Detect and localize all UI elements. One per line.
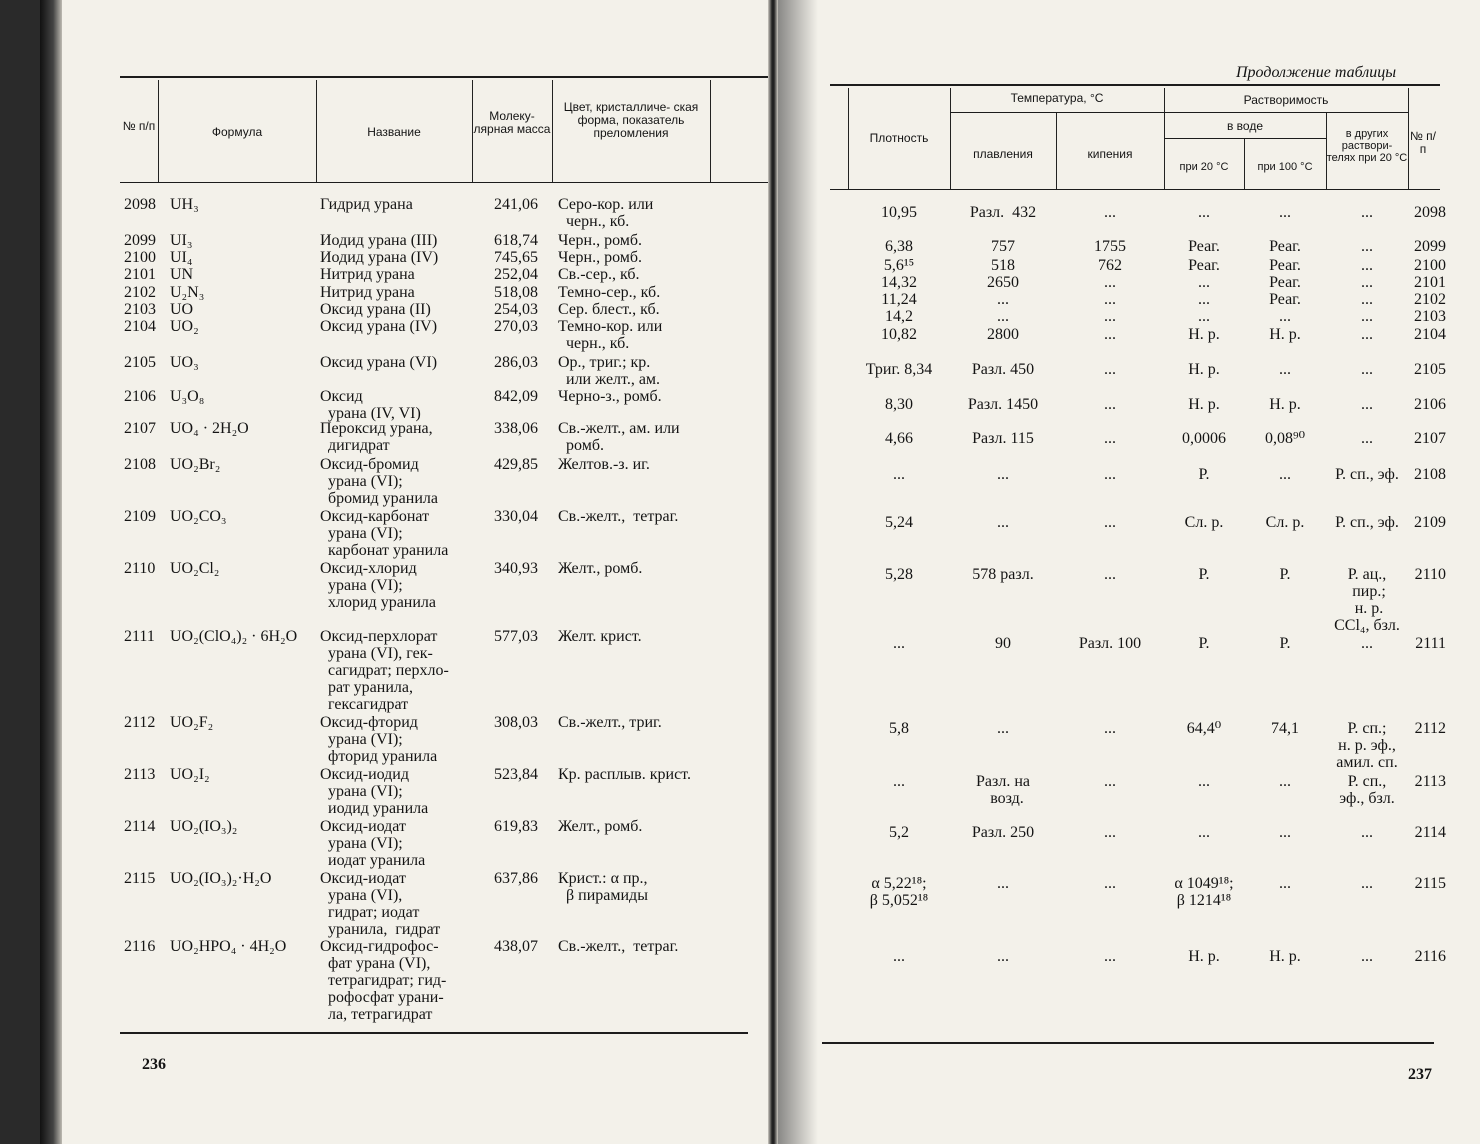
page-number-right: 237: [1408, 1066, 1432, 1083]
row-molar-mass: 286,03: [494, 354, 538, 371]
table-bottom-rule: [120, 1032, 748, 1034]
header-boiling: кипения: [1087, 147, 1133, 161]
row-number: 2102: [124, 284, 156, 301]
row-color-form: Желтов.-з. иг.: [558, 456, 650, 473]
right-page: [778, 0, 1480, 1144]
row-boiling-point: ...: [1104, 824, 1116, 841]
row-solubility-20: Н. р.: [1188, 326, 1220, 343]
row-other-solvents: ...: [1361, 204, 1373, 221]
row-molar-mass: 308,03: [494, 714, 538, 731]
row-other-solvents: ...: [1361, 274, 1373, 291]
row-solubility-20: Н. р.: [1188, 396, 1220, 413]
row-density: α 5,22¹⁸; β 5,052¹⁸: [869, 875, 929, 909]
header-temperature: Температура, °С: [1010, 91, 1104, 105]
row-density: 11,24: [881, 291, 917, 308]
row-number: 2098: [1414, 204, 1446, 221]
row-solubility-100: Р.: [1279, 566, 1291, 583]
row-formula: UN: [170, 266, 194, 283]
row-name: Оксид-карбонат урана (VI); карбонат уранила: [320, 508, 449, 559]
row-boiling-point: ...: [1104, 308, 1116, 325]
row-number: 2104: [1414, 326, 1446, 343]
row-molar-mass: 618,74: [494, 232, 538, 249]
row-number: 2116: [124, 938, 156, 955]
row-solubility-100: ...: [1279, 204, 1291, 221]
header-melting: плавления: [973, 147, 1033, 161]
row-solubility-100: Р.: [1279, 635, 1291, 652]
row-name: Оксид-иодат урана (VI); иодат уранила: [320, 818, 426, 869]
page-edge-shadow: [778, 0, 818, 1144]
row-other-solvents: ...: [1361, 326, 1373, 343]
row-molar-mass: 619,83: [494, 818, 538, 835]
row-melting-point: 757: [991, 238, 1015, 255]
row-name: Оксид урана (VI): [320, 354, 438, 371]
row-name: Оксид-бромид урана (VI); бромид уранила: [320, 456, 438, 507]
row-molar-mass: 523,84: [494, 766, 538, 783]
row-name: Гидрид урана: [320, 196, 413, 213]
row-solubility-20: ...: [1198, 824, 1210, 841]
row-name: Оксид-гидрофос- фат урана (VI), тетрагидрат; гид- рофосфат урани- ла, тетрагидрат: [320, 938, 447, 1023]
row-solubility-20: Н. р.: [1188, 948, 1220, 965]
row-solubility-20: ...: [1198, 773, 1210, 790]
row-solubility-100: ...: [1279, 361, 1291, 378]
row-density: 5,2: [889, 824, 909, 841]
row-number: 2113: [124, 766, 156, 783]
row-molar-mass: 438,07: [494, 938, 538, 955]
row-color-form: Кр. расплыв. крист.: [558, 766, 691, 783]
row-formula: UO₂Br₂: [170, 456, 221, 473]
row-other-solvents: ...: [1361, 361, 1373, 378]
row-solubility-20: Р.: [1198, 635, 1210, 652]
row-solubility-100: Сл. р.: [1265, 514, 1305, 531]
row-number: 2111: [1415, 635, 1446, 652]
row-number: 2114: [124, 818, 156, 835]
row-solubility-100: Реаг.: [1269, 291, 1301, 308]
row-name: Оксид урана (II): [320, 301, 431, 318]
row-number: 2114: [1414, 824, 1446, 841]
row-density: ...: [893, 773, 905, 790]
row-formula: UO₂I₂: [170, 766, 210, 783]
row-melting-point: ...: [997, 514, 1009, 531]
row-melting-point: ...: [997, 466, 1009, 483]
row-solubility-100: Реаг.: [1269, 257, 1301, 274]
row-molar-mass: 340,93: [494, 560, 538, 577]
row-other-solvents: ...: [1361, 635, 1373, 652]
row-number: 2109: [1414, 514, 1446, 531]
row-number: 2100: [1414, 257, 1446, 274]
row-solubility-100: 0,08⁹⁰: [1265, 430, 1305, 447]
row-color-form: Св.-желт., ам. или ромб.: [558, 420, 680, 454]
left-page: [62, 0, 768, 1144]
header-density: Плотность: [869, 131, 929, 145]
row-melting-point: Разл. на возд.: [976, 773, 1030, 807]
row-density: Триг. 8,34: [865, 361, 933, 378]
row-formula: UI₄: [170, 249, 193, 266]
table-bottom-rule: [822, 1042, 1434, 1044]
row-boiling-point: ...: [1104, 466, 1116, 483]
row-color-form: Темно-сер., кб.: [558, 284, 661, 301]
row-boiling-point: ...: [1104, 566, 1116, 583]
row-number: 2109: [124, 508, 156, 525]
row-melting-point: 578 разл.: [972, 566, 1034, 583]
row-melting-point: 518: [991, 257, 1015, 274]
row-other-solvents: ...: [1361, 875, 1373, 892]
row-color-form: Черн., ромб.: [558, 232, 643, 249]
row-molar-mass: 330,04: [494, 508, 538, 525]
header-molar-mass: Молеку- лярная масса: [473, 109, 551, 136]
row-solubility-100: Реаг.: [1269, 238, 1301, 255]
row-formula: UO₂(IO₃)₂·H₂O: [170, 870, 272, 887]
row-number: 2106: [1414, 396, 1446, 413]
row-solubility-20: ...: [1198, 204, 1210, 221]
row-molar-mass: 429,85: [494, 456, 538, 473]
row-melting-point: ...: [997, 875, 1009, 892]
row-color-form: Св.-желт., тетраг.: [558, 508, 679, 525]
row-melting-point: 2650: [987, 274, 1019, 291]
row-boiling-point: ...: [1104, 291, 1116, 308]
row-boiling-point: ...: [1104, 361, 1116, 378]
row-molar-mass: 518,08: [494, 284, 538, 301]
row-number: 2108: [124, 456, 156, 473]
row-density: 10,82: [881, 326, 917, 343]
row-density: 6,38: [885, 238, 913, 255]
row-number: 2107: [1414, 430, 1446, 447]
row-formula: UO₂(ClO₄)₂ · 6H₂O: [170, 628, 298, 645]
row-solubility-100: Н. р.: [1269, 948, 1301, 965]
row-molar-mass: 842,09: [494, 388, 538, 405]
row-molar-mass: 577,03: [494, 628, 538, 645]
row-boiling-point: Разл. 100: [1078, 635, 1142, 652]
row-melting-point: ...: [997, 308, 1009, 325]
book-spine-shadow: [40, 0, 62, 1144]
row-solubility-20: Реаг.: [1188, 238, 1220, 255]
row-solubility-100: ...: [1279, 773, 1291, 790]
row-formula: UO₂HPO₄ · 4H₂O: [170, 938, 287, 955]
row-melting-point: ...: [997, 291, 1009, 308]
row-density: 5,24: [885, 514, 913, 531]
header-bottom-rule: [830, 189, 1440, 190]
row-formula: U₃O₈: [170, 388, 205, 405]
row-solubility-100: Н. р.: [1269, 326, 1301, 343]
header-name: Название: [367, 125, 421, 139]
row-number: 2101: [124, 266, 156, 283]
row-solubility-20: Р.: [1198, 466, 1210, 483]
row-boiling-point: ...: [1104, 773, 1116, 790]
row-other-solvents: ...: [1361, 430, 1373, 447]
row-molar-mass: 270,03: [494, 318, 538, 335]
row-color-form: Темно-кор. или черн., кб.: [558, 318, 663, 352]
row-number: 2115: [124, 870, 156, 887]
row-density: 8,30: [885, 396, 913, 413]
row-boiling-point: ...: [1104, 430, 1116, 447]
row-number: 2099: [124, 232, 156, 249]
header-other-solvents: в других раствори- телях при 20 °С: [1326, 128, 1408, 164]
header-formula: Формула: [211, 125, 263, 139]
row-density: ...: [893, 466, 905, 483]
row-boiling-point: ...: [1104, 396, 1116, 413]
row-color-form: Желт., ромб.: [558, 560, 643, 577]
row-name: Пероксид урана, дигидрат: [320, 420, 433, 454]
row-solubility-20: α 1049¹⁸; β 1214¹⁸: [1174, 875, 1234, 909]
row-melting-point: 2800: [987, 326, 1019, 343]
row-number: 2112: [1414, 720, 1446, 737]
row-number: 2113: [1414, 773, 1446, 790]
row-density: 5,6¹⁵: [883, 257, 915, 274]
row-molar-mass: 252,04: [494, 266, 538, 283]
row-other-solvents: Р. сп.; н. р. эф., амил. сп.: [1336, 720, 1398, 771]
row-number: 2110: [1414, 566, 1446, 583]
header-at-100: при 100 °С: [1257, 161, 1313, 173]
row-melting-point: Разл. 432: [969, 204, 1037, 221]
row-number: 2110: [124, 560, 156, 577]
row-solubility-100: ...: [1279, 875, 1291, 892]
row-formula: U₂N₃: [170, 284, 205, 301]
header-divider: [710, 80, 711, 182]
row-name: Нитрид урана: [320, 284, 415, 301]
row-other-solvents: Р. сп., эф.: [1335, 466, 1399, 483]
row-number: 2106: [124, 388, 156, 405]
row-solubility-100: Реаг.: [1269, 274, 1301, 291]
header-in-water: в воде: [1226, 119, 1264, 133]
table-top-rule: [120, 76, 768, 78]
row-number: 2103: [1414, 308, 1446, 325]
row-formula: UO₂F₂: [170, 714, 214, 731]
row-solubility-100: ...: [1279, 308, 1291, 325]
row-name: Оксид-иодид урана (VI); иодид уранила: [320, 766, 429, 817]
row-solubility-100: Н. р.: [1269, 396, 1301, 413]
row-formula: UO₃: [170, 354, 199, 371]
table-top-rule: [830, 84, 1440, 86]
row-density: 5,28: [885, 566, 913, 583]
row-number: 2098: [124, 196, 156, 213]
book-gutter-shadow: [768, 0, 778, 1144]
row-number: 2105: [1414, 361, 1446, 378]
header-num: № п/п: [122, 119, 156, 133]
row-other-solvents: ...: [1361, 238, 1373, 255]
row-color-form: Серо-кор. или черн., кб.: [558, 196, 654, 230]
row-number: 2107: [124, 420, 156, 437]
row-boiling-point: ...: [1104, 326, 1116, 343]
row-boiling-point: ...: [1104, 720, 1116, 737]
row-formula: UO₄ · 2H₂O: [170, 420, 249, 437]
row-melting-point: ...: [997, 720, 1009, 737]
row-color-form: Черно-з., ромб.: [558, 388, 662, 405]
row-number: 2112: [124, 714, 156, 731]
row-density: 14,32: [881, 274, 917, 291]
row-color-form: Св.-желт., тетраг.: [558, 938, 679, 955]
row-name: Иодид урана (IV): [320, 249, 439, 266]
row-number: 2100: [124, 249, 156, 266]
row-number: 2103: [124, 301, 156, 318]
row-other-solvents: Р. сп., эф.: [1335, 514, 1399, 531]
row-name: Нитрид урана: [320, 266, 415, 283]
row-number: 2111: [124, 628, 155, 645]
header-solubility: Растворимость: [1243, 93, 1329, 107]
row-boiling-point: ...: [1104, 204, 1116, 221]
row-other-solvents: Р. ац., пир.; н. р. CCl₄, бзл.: [1334, 566, 1400, 634]
row-density: ...: [893, 948, 905, 965]
row-color-form: Ор., триг.; кр. или желт., ам.: [558, 354, 661, 388]
row-other-solvents: ...: [1361, 948, 1373, 965]
row-formula: UO₂: [170, 318, 199, 335]
row-solubility-20: ...: [1198, 274, 1210, 291]
row-boiling-point: ...: [1104, 514, 1116, 531]
row-other-solvents: Р. сп., эф., бзл.: [1339, 773, 1395, 807]
header-bottom-rule: [120, 182, 768, 183]
row-solubility-20: Реаг.: [1188, 257, 1220, 274]
row-formula: UI₃: [170, 232, 193, 249]
row-melting-point: Разл. 450: [971, 361, 1035, 378]
row-boiling-point: ...: [1104, 274, 1116, 291]
row-other-solvents: ...: [1361, 291, 1373, 308]
row-solubility-100: 74,1: [1271, 720, 1299, 737]
row-color-form: Черн., ромб.: [558, 249, 643, 266]
row-number: 2099: [1414, 238, 1446, 255]
row-color-form: Св.-сер., кб.: [558, 266, 640, 283]
row-name: Оксид урана (IV): [320, 318, 438, 335]
row-number: 2108: [1414, 466, 1446, 483]
row-boiling-point: ...: [1104, 948, 1116, 965]
row-density: 5,8: [889, 720, 909, 737]
row-name: Оксид-перхлорат урана (VI), гек- сагидрат; перхло- рат уранила, гексагидрат: [320, 628, 449, 713]
row-density: 14,2: [885, 308, 913, 325]
row-melting-point: ...: [997, 948, 1009, 965]
row-boiling-point: 762: [1098, 257, 1122, 274]
header-sub-rule: [950, 112, 1408, 113]
row-color-form: Желт. крист.: [558, 628, 642, 645]
page-number-left: 236: [142, 1056, 166, 1073]
row-formula: UH₃: [170, 196, 199, 213]
row-molar-mass: 745,65: [494, 249, 538, 266]
row-melting-point: Разл. 115: [972, 430, 1034, 447]
row-density: 10,95: [881, 204, 917, 221]
row-molar-mass: 637,86: [494, 870, 538, 887]
row-number: 2115: [1414, 875, 1446, 892]
row-name: Оксид-иодат урана (VI), гидрат; иодат уранила, гидрат: [320, 870, 441, 938]
row-number: 2104: [124, 318, 156, 335]
row-other-solvents: ...: [1361, 396, 1373, 413]
row-color-form: Св.-желт., триг.: [558, 714, 662, 731]
row-formula: UO₂CO₃: [170, 508, 227, 525]
row-name: Оксид урана (IV, VI): [320, 388, 421, 422]
row-color-form: Сер. блест., кб.: [558, 301, 660, 318]
row-melting-point: Разл. 1450: [967, 396, 1039, 413]
row-number: 2105: [124, 354, 156, 371]
row-boiling-point: 1755: [1094, 238, 1126, 255]
row-solubility-20: 0,0006: [1182, 430, 1226, 447]
row-formula: UO: [170, 301, 194, 318]
row-formula: UO₂Cl₂: [170, 560, 220, 577]
header-at-20: при 20 °С: [1179, 161, 1229, 173]
header-color-form: Цвет, кристалличе- ская форма, показатель преломления: [563, 100, 699, 140]
row-color-form: Крист.: α пр., β пирамиды: [558, 870, 648, 904]
row-molar-mass: 254,03: [494, 301, 538, 318]
row-number: 2116: [1414, 948, 1446, 965]
row-other-solvents: ...: [1361, 257, 1373, 274]
row-number: 2101: [1414, 274, 1446, 291]
row-melting-point: 90: [995, 635, 1011, 652]
header-sub-rule: [1164, 138, 1326, 139]
row-solubility-20: Р.: [1198, 566, 1210, 583]
row-name: Оксид-хлорид урана (VI); хлорид уранила: [320, 560, 436, 611]
row-density: ...: [893, 635, 905, 652]
row-solubility-20: ...: [1198, 308, 1210, 325]
row-number: 2102: [1414, 291, 1446, 308]
continuation-label: Продолжение таблицы: [1236, 64, 1397, 81]
row-solubility-20: Сл. р.: [1184, 514, 1224, 531]
row-molar-mass: 338,06: [494, 420, 538, 437]
row-density: 4,66: [885, 430, 913, 447]
row-name: Иодид урана (III): [320, 232, 438, 249]
row-other-solvents: ...: [1361, 824, 1373, 841]
row-solubility-20: ...: [1198, 291, 1210, 308]
header-num: № п/п: [1409, 129, 1437, 156]
row-solubility-100: ...: [1279, 466, 1291, 483]
row-solubility-20: 64,4⁰: [1186, 720, 1222, 737]
row-boiling-point: ...: [1104, 875, 1116, 892]
row-molar-mass: 241,06: [494, 196, 538, 213]
row-name: Оксид-фторид урана (VI); фторид уранила: [320, 714, 438, 765]
row-other-solvents: ...: [1361, 308, 1373, 325]
row-solubility-20: Н. р.: [1188, 361, 1220, 378]
row-melting-point: Разл. 250: [971, 824, 1035, 841]
row-formula: UO₂(IO₃)₂: [170, 818, 238, 835]
row-color-form: Желт., ромб.: [558, 818, 643, 835]
row-solubility-100: ...: [1279, 824, 1291, 841]
